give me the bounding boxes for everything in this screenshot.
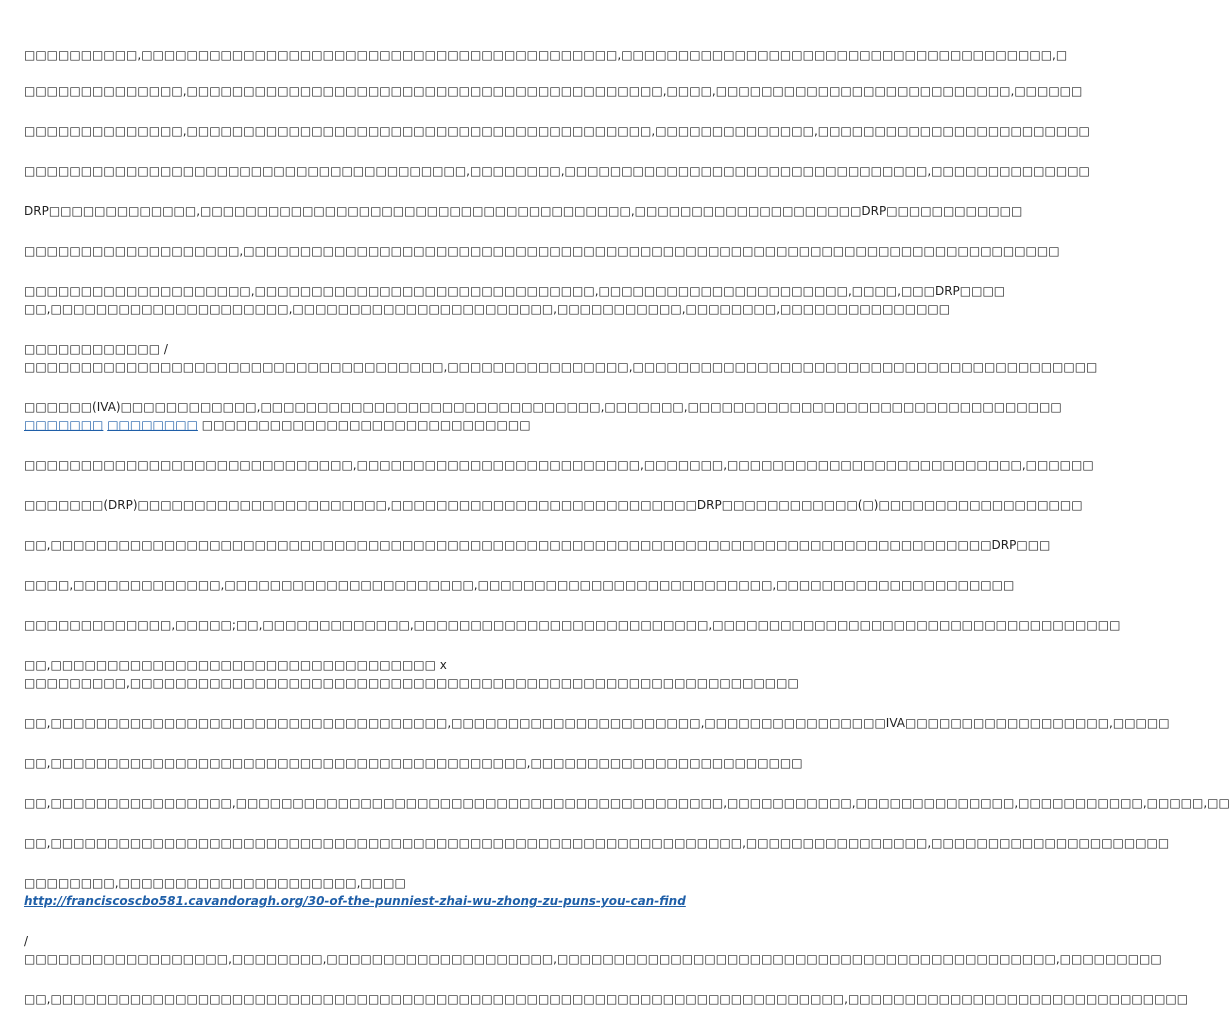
paragraph-20 (24, 874, 696, 910)
paragraph-7-line-2: □□,□□□□□□□□□□□□□□□□□□□□□,□□□□□□□□□□□□□□□□□□□□□□□,□□□□□□□□□□□,□□□□□□□□,□□□□□□□□□□□□□□□ (24, 302, 951, 316)
inline-link-1[interactable]: □□□□□□□ (24, 418, 104, 432)
paragraph-3: □□□□□□□□□□□□□□,□□□□□□□□□□□□□□□□□□□□□□□□□□□□□□□□□□□□□□□□□,□□□□□□□□□□□□□□,□□□□□□□□□□□□□□□□□□□□□□□□ (24, 124, 1090, 138)
inline-link-2[interactable]: □□□□□□□□ (107, 418, 198, 432)
paragraph-9 (24, 398, 1062, 434)
paragraph-15 (24, 656, 799, 692)
paragraph-11: □□□□□□□(DRP)□□□□□□□□□□□□□□□□□□□□□□,□□□□□□□□□□□□□□□□□□□□□□□□□□□DRP□□□□□□□□□□□□(□)□□□□□□□□□□□□□□□□□□ (24, 498, 1083, 512)
paragraph-9-line-1: □□□□□□(IVA)□□□□□□□□□□□□,□□□□□□□□□□□□□□□□□□□□□□□□□□□□□□,□□□□□□□,□□□□□□□□□□□□□□□□□□□□□□□□□□□□□□□□□ (24, 400, 1062, 414)
paragraph-13: □□□□,□□□□□□□□□□□□□,□□□□□□□□□□□□□□□□□□□□□□,□□□□□□□□□□□□□□□□□□□□□□□□□□,□□□□□□□□□□□□□□□□□□□□□ (24, 578, 1015, 592)
paragraph-16: □□,□□□□□□□□□□□□□□□□□□□□□□□□□□□□□□□□□□□,□□□□□□□□□□□□□□□□□□□□□□,□□□□□□□□□□□□□□□□IVA□□□□□□□□□□□□□□□□□□,□□□□□ (24, 716, 1170, 730)
paragraph-15-line-1: □□,□□□□□□□□□□□□□□□□□□□□□□□□□□□□□□□□□□ x (24, 658, 447, 672)
paragraph-9-tail: □□□□□□□□□□□□□□□□□□□□□□□□□□□□□ (201, 418, 531, 432)
paragraph-5: DRP□□□□□□□□□□□□□,□□□□□□□□□□□□□□□□□□□□□□□□□□□□□□□□□□□□□□,□□□□□□□□□□□□□□□□□□□□DRP□□□□□□□□□□□□ (24, 204, 1023, 218)
paragraph-7-line-1: □□□□□□□□□□□□□□□□□□□□,□□□□□□□□□□□□□□□□□□□□□□□□□□□□□□,□□□□□□□□□□□□□□□□□□□□□□,□□□□,□□□DRP□□□□ (24, 284, 1006, 298)
paragraph-17: □□,□□□□□□□□□□□□□□□□□□□□□□□□□□□□□□□□□□□□□□□□□□,□□□□□□□□□□□□□□□□□□□□□□□□ (24, 756, 803, 770)
paragraph-9-line-2 (24, 416, 696, 434)
paragraph-6: □□□□□□□□□□□□□□□□□□□,□□□□□□□□□□□□□□□□□□□□□□□□□□□□□□□□□□□□□□□□□□□□□□□□□□□□□□□□□□□□□□□□□□□□□□□□ (24, 244, 1060, 258)
paragraph-19: □□,□□□□□□□□□□□□□□□□□□□□□□□□□□□□□□□□□□□□□□□□□□□□□□□□□□□□□□□□□□□□□,□□□□□□□□□□□□□□□□,□□□□□□□□□□□□□□□□□□□□□ (24, 836, 1170, 850)
paragraph-12: □□,□□□□□□□□□□□□□□□□□□□□□□□□□□□□□□□□□□□□□□□□□□□□□□□□□□□□□□□□□□□□□□□□□□□□□□□□□□□□□□□□□□□DRP□□□ (24, 538, 1051, 552)
paragraph-1: □□□□□□□□□□,□□□□□□□□□□□□□□□□□□□□□□□□□□□□□□□□□□□□□□□□□□,□□□□□□□□□□□□□□□□□□□□□□□□□□□□□□□□□□□□□□,□ (24, 48, 1068, 62)
paragraph-7 (24, 282, 1006, 318)
paragraph-4: □□□□□□□□□□□□□□□□□□□□□□□□□□□□□□□□□□□□□□□,□□□□□□□□,□□□□□□□□□□□□□□□□□□□□□□□□□□□□□□□□,□□□□□□□□□□□□□□ (24, 164, 1090, 178)
paragraph-21 (24, 932, 1162, 968)
article-body (24, 46, 1230, 1030)
paragraph-18: □□,□□□□□□□□□□□□□□□□,□□□□□□□□□□□□□□□□□□□□□□□□□□□□□□□□□□□□□□□□□□□,□□□□□□□□□□□,□□□□□□□□□□□□□□,□□□□□□□□□□□,□□□□□,□□ (24, 796, 1230, 810)
paragraph-14: □□□□□□□□□□□□□,□□□□□;□□,□□□□□□□□□□□□□,□□□□□□□□□□□□□□□□□□□□□□□□□□,□□□□□□□□□□□□□□□□□□□□□□□□□□□□□□□□□□□□ (24, 618, 1121, 632)
paragraph-20-prefix: □□□□□□□□,□□□□□□□□□□□□□□□□□□□□□,□□□□ (24, 876, 406, 890)
paragraph-8 (24, 340, 1098, 376)
paragraph-8-line-1: □□□□□□□□□□□□ / (24, 342, 168, 356)
paragraph-2: □□□□□□□□□□□□□□,□□□□□□□□□□□□□□□□□□□□□□□□□□□□□□□□□□□□□□□□□□,□□□□,□□□□□□□□□□□□□□□□□□□□□□□□□□,□□□□□□ (24, 84, 1083, 98)
paragraph-21-line-1: / (24, 934, 29, 948)
paragraph-10: □□□□□□□□□□□□□□□□□□□□□□□□□□□□□,□□□□□□□□□□□□□□□□□□□□□□□□□,□□□□□□□,□□□□□□□□□□□□□□□□□□□□□□□□□□,□□□□□□ (24, 458, 1094, 472)
external-article-link[interactable]: http://franciscoscbo581.cavandoragh.org/30-of-the-punniest-zhai-wu-zhong-zu-puns-you-can-find (24, 894, 686, 908)
paragraph-8-line-2: □□□□□□□□□□□□□□□□□□□□□□□□□□□□□□□□□□□□□,□□□□□□□□□□□□□□□□,□□□□□□□□□□□□□□□□□□□□□□□□□□□□□□□□□□□□□□□□□ (24, 360, 1098, 374)
paragraph-21-line-2: □□□□□□□□□□□□□□□□□□,□□□□□□□□,□□□□□□□□□□□□□□□□□□□□,□□□□□□□□□□□□□□□□□□□□□□□□□□□□□□□□□□□□□□□□□□□□,□□□□□□□□□ (24, 952, 1162, 966)
paragraph-22: □□,□□□□□□□□□□□□□□□□□□□□□□□□□□□□□□□□□□□□□□□□□□□□□□□□□□□□□□□□□□□□□□□□□□□□□□,□□□□□□□□□□□□□□□□□□□□□□□□□□□□□□ (24, 992, 1189, 1006)
paragraph-15-line-2: □□□□□□□□□,□□□□□□□□□□□□□□□□□□□□□□□□□□□□□□□□□□□□□□□□□□□□□□□□□□□□□□□□□□□ (24, 676, 799, 690)
